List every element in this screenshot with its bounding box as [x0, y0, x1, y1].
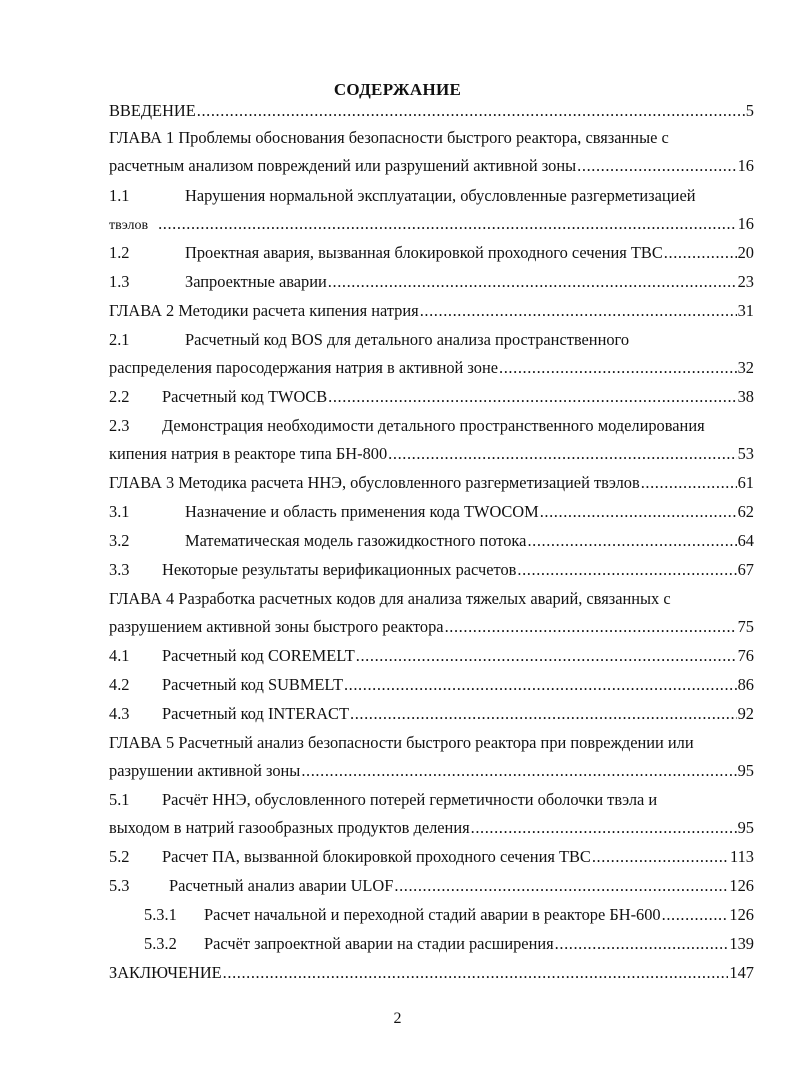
toc-entry	[109, 300, 754, 322]
toc-entry-number: 4.3	[109, 704, 130, 723]
toc-entry-text: Нарушения нормальной эксплуатации, обусловленные разгерметизацией	[185, 186, 696, 205]
toc-entry-text: Расчет начальной и переходной стадий аварии в реакторе БН-600	[204, 905, 661, 924]
toc-entry-text: расчетным анализом повреждений или разрушений активной зоны	[109, 156, 577, 175]
toc-entry	[109, 674, 754, 696]
toc-entry-number: 5.3	[109, 876, 130, 895]
toc-entry-number: 5.3.1	[144, 905, 177, 924]
toc-entry	[109, 616, 754, 638]
dot-leader	[540, 501, 737, 523]
dot-leader	[641, 472, 737, 494]
toc-entry-page: 139	[729, 934, 754, 953]
dot-leader	[445, 616, 737, 638]
toc-entry	[109, 846, 754, 868]
toc-entry-page: 5	[745, 101, 754, 120]
toc-entry	[109, 357, 754, 379]
toc-entry-page: 67	[737, 560, 754, 579]
dot-leader	[344, 674, 737, 696]
toc-entry-text: Расчетный код SUBMELT	[162, 675, 343, 694]
toc-entry	[109, 760, 754, 782]
dot-leader	[499, 357, 737, 379]
toc-entry	[109, 443, 754, 465]
toc-entry	[109, 904, 754, 926]
toc-entry-text: разрушением активной зоны быстрого реактора	[109, 617, 444, 636]
toc-entry-number: 5.2	[109, 847, 130, 866]
dot-leader	[356, 645, 737, 667]
toc-entry-page: 75	[737, 617, 754, 636]
toc-entry-text: Запроектные аварии	[185, 272, 327, 291]
toc-entry	[109, 933, 754, 955]
toc-entry-text: ГЛАВА 2 Методики расчета кипения натрия	[109, 301, 419, 320]
toc-entry-text: Проектная авария, вызванная блокировкой проходного сечения ТВС	[185, 243, 663, 262]
toc-entry-number: 2.1	[109, 330, 130, 349]
dot-leader	[471, 817, 737, 839]
dot-leader	[577, 155, 736, 177]
dot-leader	[328, 271, 737, 293]
toc-entry-text: Расчёт ННЭ, обусловленного потерей герметичности оболочки твэла и	[162, 790, 658, 809]
toc-entry-text: Расчёт запроектной аварии на стадии расширения	[204, 934, 554, 953]
toc-entry-page: 95	[737, 818, 754, 837]
toc-entry-number: 5.1	[109, 790, 130, 809]
toc-entry-text: Некоторые результаты верификационных расчетов	[162, 560, 517, 579]
toc-entry-text: ВВЕДЕНИЕ	[109, 101, 196, 120]
toc-entry	[109, 213, 754, 235]
page-title: СОДЕРЖАНИЕ	[333, 80, 462, 99]
toc-entry	[109, 155, 754, 177]
toc-entry	[109, 242, 754, 264]
toc-entry-number: 1.3	[109, 272, 130, 291]
toc-entry-text: ЗАКЛЮЧЕНИЕ	[109, 963, 222, 982]
toc-entry-page: 86	[737, 675, 754, 694]
dot-leader	[592, 846, 729, 868]
toc-entry-number: 1.1	[109, 186, 130, 205]
toc-entry	[109, 645, 754, 667]
toc-entry-text: ГЛАВА 1 Проблемы обоснования безопасности быстрого реактора, связанные с	[109, 128, 669, 147]
toc-entry-text: Расчетный код TWOCB	[162, 387, 328, 406]
toc-entry-number: 3.3	[109, 560, 130, 579]
toc-entry	[109, 530, 754, 552]
toc-entry-page: 62	[737, 502, 754, 521]
toc-entry	[109, 732, 754, 754]
toc-entry-number: 3.2	[109, 531, 130, 550]
toc-entry-number: 2.3	[109, 416, 130, 435]
toc-entry	[109, 875, 754, 897]
toc-entry	[109, 100, 754, 122]
page-number: 2	[393, 1010, 402, 1027]
toc-entry-page: 31	[737, 301, 754, 320]
dot-leader	[328, 386, 736, 408]
toc-entry-page: 32	[737, 358, 754, 377]
toc-entry-page: 61	[737, 473, 754, 492]
toc-entry	[109, 559, 754, 581]
toc-entry-page: 95	[737, 761, 754, 780]
toc-entry	[109, 962, 754, 984]
toc-entry-number: 1.2	[109, 243, 130, 262]
toc-entry-text: Демонстрация необходимости детального пространственного моделирования	[162, 416, 705, 435]
toc-entry-text: ГЛАВА 5 Расчетный анализ безопасности быстрого реактора при повреждении или	[109, 733, 694, 752]
toc-entry	[109, 789, 754, 811]
toc-entry	[109, 415, 754, 437]
toc-entry	[109, 329, 754, 351]
toc-entry-page: 23	[737, 272, 754, 291]
toc-entry-page: 113	[730, 847, 754, 866]
toc-entry-text: Математическая модель газожидкостного потока	[185, 531, 527, 550]
toc-entry	[109, 271, 754, 293]
toc-entry	[109, 472, 754, 494]
toc-entry-page: 76	[737, 646, 754, 665]
toc-entry-page: 16	[737, 156, 754, 175]
toc-entry-text: Расчетный код INTERACT	[162, 704, 349, 723]
toc-entry-page: 64	[737, 531, 754, 550]
toc-entry	[109, 588, 754, 610]
dot-leader	[517, 559, 736, 581]
toc-entry-text: кипения натрия в реакторе типа БН-800	[109, 444, 388, 463]
toc-entry-text: Расчетный анализ аварии ULOF	[169, 876, 394, 895]
toc-entry-page: 92	[737, 704, 754, 723]
toc-entry-text: ГЛАВА 4 Разработка расчетных кодов для анализа тяжелых аварий, связанных с	[109, 589, 671, 608]
dot-leader	[555, 933, 729, 955]
toc-entry	[109, 127, 754, 149]
dot-leader	[420, 300, 737, 322]
dot-leader	[527, 530, 736, 552]
toc-entry-page: 147	[729, 963, 754, 982]
toc-entry-number: 4.2	[109, 675, 130, 694]
toc-entry-page: 38	[737, 387, 754, 406]
toc-entry-number: 2.2	[109, 387, 130, 406]
dot-leader	[197, 100, 745, 122]
toc-entry-text: выходом в натрий газообразных продуктов деления	[109, 818, 470, 837]
dot-leader	[350, 703, 737, 725]
toc-entry-text: разрушении активной зоны	[109, 761, 301, 780]
toc-entry-number: 4.1	[109, 646, 130, 665]
toc-entry	[109, 501, 754, 523]
toc-entry-number: 5.3.2	[144, 934, 177, 953]
toc-entry-text: Расчетный код BOS для детального анализа пространственного	[185, 330, 630, 349]
toc-entry-number: 3.1	[109, 502, 130, 521]
toc-entry-page: 126	[729, 905, 754, 924]
toc-entry-text: Назначение и область применения кода TWOCOM	[185, 502, 539, 521]
toc-entry-page: 126	[729, 876, 754, 895]
toc-entry	[109, 386, 754, 408]
dot-leader	[223, 962, 729, 984]
toc-entry-text: Расчет ПА, вызванной блокировкой проходного сечения ТВС	[162, 847, 591, 866]
dot-leader	[301, 760, 736, 782]
toc-entry-text: распределения паросодержания натрия в активной зоне	[109, 358, 499, 377]
toc-entry-page: 20	[737, 243, 754, 262]
toc-entry	[109, 817, 754, 839]
dot-leader	[158, 213, 737, 235]
dot-leader	[394, 875, 728, 897]
toc-entry-page: 16	[737, 214, 754, 233]
toc-entry-text: Расчетный код COREMELT	[162, 646, 355, 665]
toc-entry-text: ГЛАВА 3 Методика расчета ННЭ, обусловленного разгерметизацией твэлов	[109, 473, 640, 492]
toc-entry-text: твэлов	[109, 218, 149, 233]
toc-entry	[109, 185, 754, 207]
toc-entry	[109, 703, 754, 725]
toc-entry-page: 53	[737, 444, 754, 463]
dot-leader	[664, 242, 737, 264]
dot-leader	[662, 904, 729, 926]
dot-leader	[388, 443, 736, 465]
